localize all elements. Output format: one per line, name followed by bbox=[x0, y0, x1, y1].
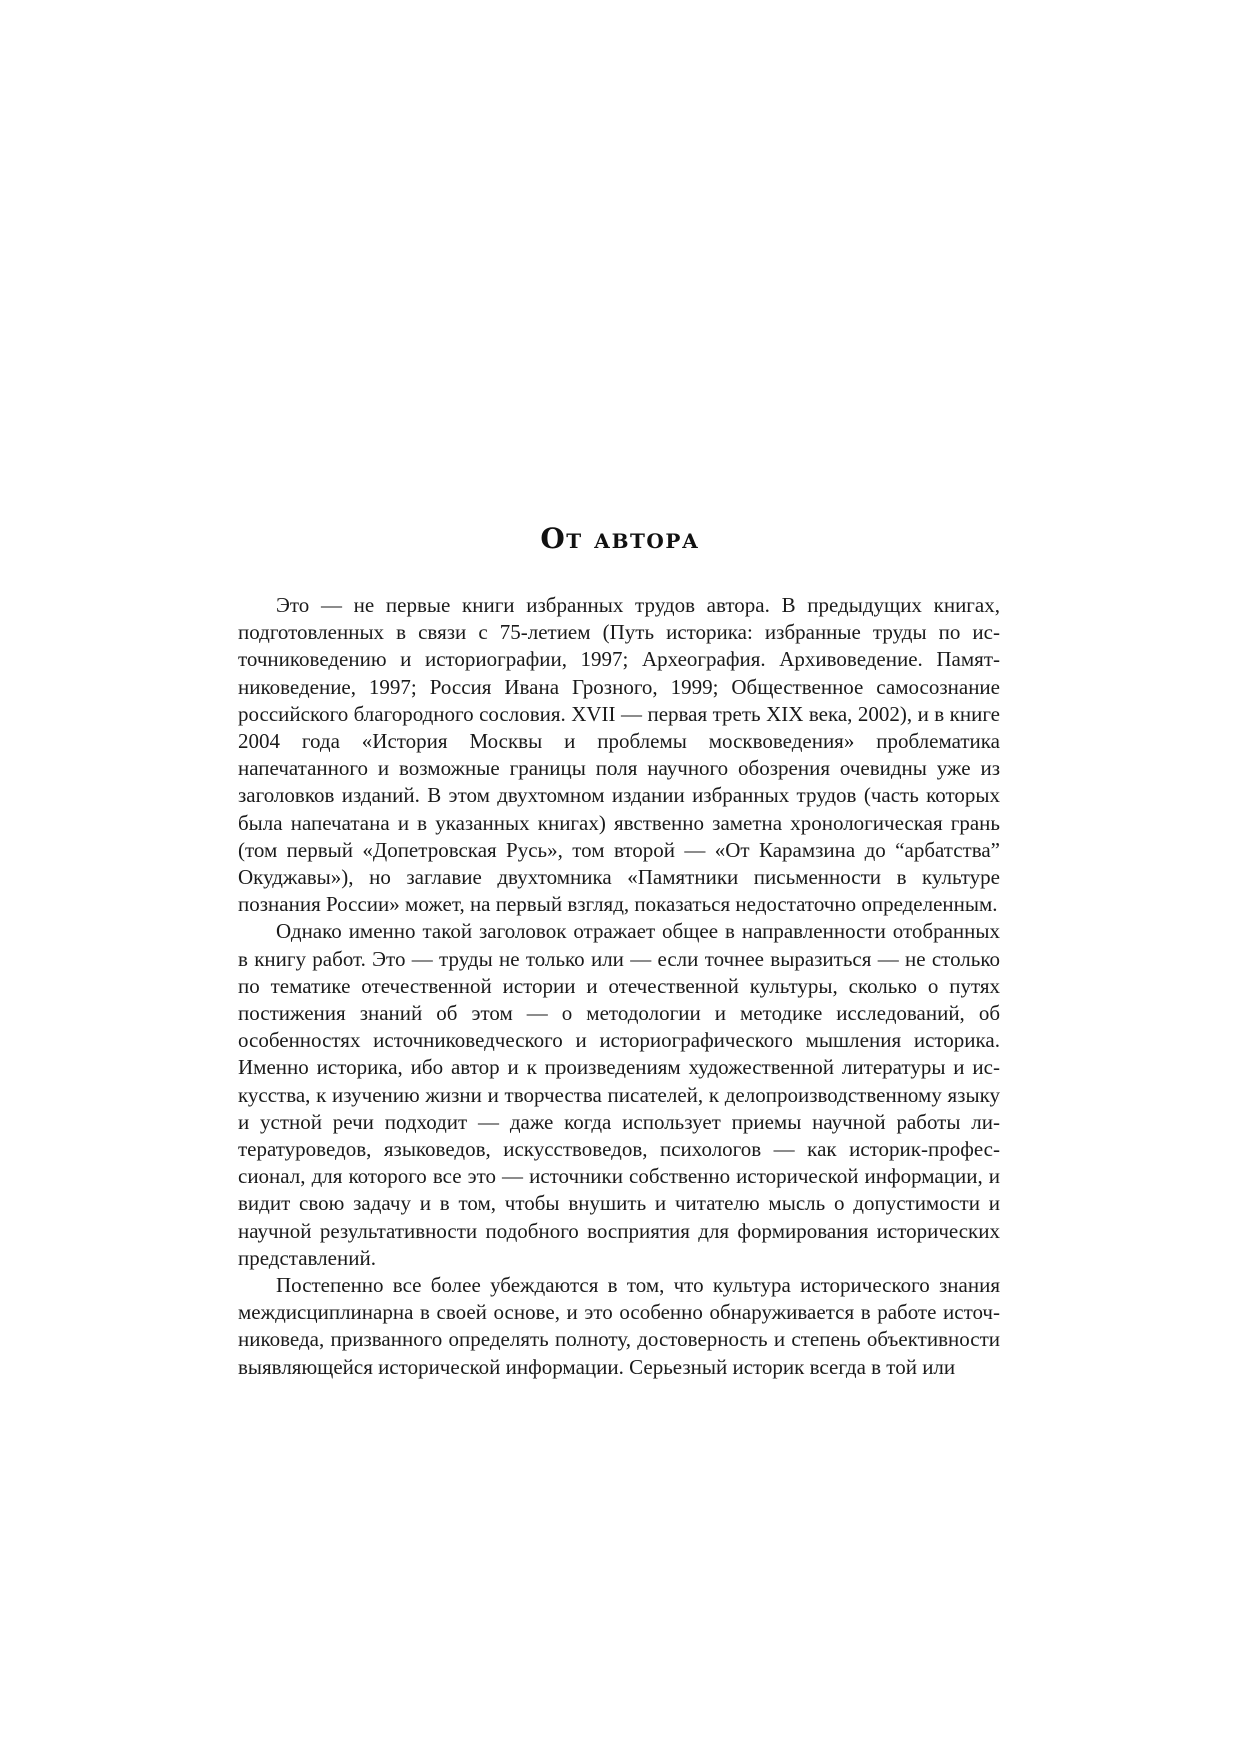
paragraph-2: Однако именно такой заголовок отражает общее в направленности отобранных в книгу работ. Это — труды не только или — если точнее выразиться — не столько по тематике отечественной истории и отечественной культуры, сколько о путях постижения знаний об этом — о методологии и методике исследований, об особенностях источниковедческого и историографического мышления историка. Именно историка, ибо автор и к произведениям художественной литературы и искусства, к изучению жизни и творчества писателей, к делопроизводственному языку и устной речи подходит — даже когда использует приемы научной работы литературоведов, языковедов, искусствоведов, психологов — как историк-профессионал, для которого все это — источники собственно исторической информации, и видит свою задачу и в том, чтобы внушить и читателю мысль о допустимости и научной результативности подобного восприятия для формирования исторических представлений. bbox=[238, 919, 1000, 1270]
paragraph-3: Постепенно все более убеждаются в том, что культура исторического знания междисциплинарна в своей основе, и это особенно обнаруживается в работе источниковеда, призванного определять полноту, достоверность и степень объективности выявляющейся исторической информации. Серьезный историк всегда в той или bbox=[238, 1273, 1000, 1379]
body-text bbox=[238, 592, 1000, 1381]
paragraph-1: Это — не первые книги избранных трудов автора. В предыдущих книгах, подготовленных в связи с 75-летием (Путь историка: избранные труды по источниковедению и историографии, 1997; Археография. Архивоведение. Памятниковедение, 1997; Россия Ивана Грозного, 1999; Общественное самосознание российского благородного сословия. XVII — первая треть XIX века, 2002), и в книге 2004 года «История Москвы и проблемы москвоведения» проблематика напечатанного и возможные границы поля научного обозрения очевидны уже из заголовков изданий. В этом двухтомном издании избранных трудов (часть которых была напечатана и в указанных книгах) явственно заметна хронологическая грань (том первый «Допетровская Русь», том второй — «От Карамзина до “арбатства” Окуджавы»), но заглавие двухтомника «Памятники письменности в культуре познания России» может, на первый взгляд, показаться недостаточно определенным. bbox=[238, 593, 1000, 917]
chapter-title: От автора bbox=[540, 522, 700, 555]
